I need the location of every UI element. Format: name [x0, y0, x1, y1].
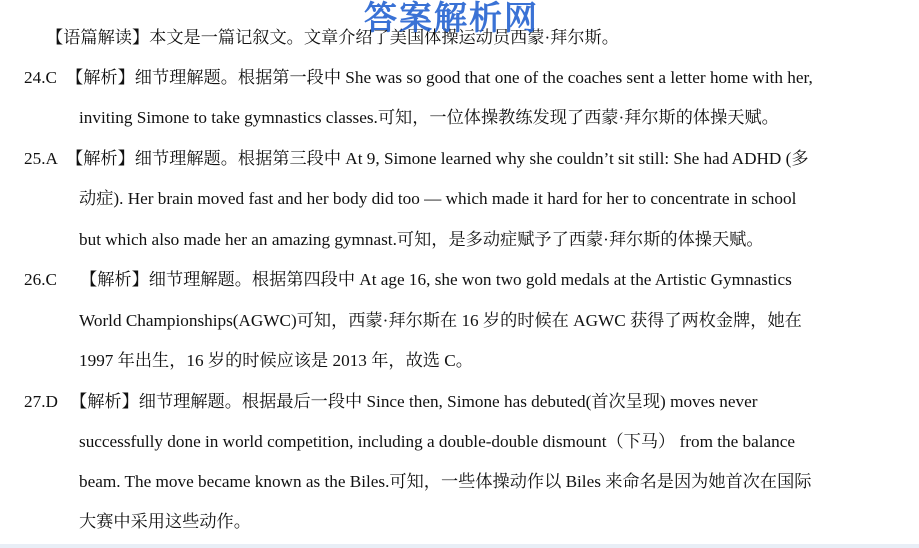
item-line: but which also made her an amazing gymnast.可知，是多动症赋予了西蒙·拜尔斯的体操天赋。	[79, 230, 764, 249]
item-line: inviting Simone to take gymnastics classes.可知，一位体操教练发现了西蒙·拜尔斯的体操天赋。	[79, 108, 779, 127]
item-number: 26.C	[24, 270, 57, 289]
item-number: 27.D	[24, 392, 58, 411]
item-line: 大赛中采用这些动作。	[79, 512, 251, 531]
item-line: 1997 年出生，16 岁的时候应该是 2013 年，故选 C。	[79, 351, 473, 370]
item-line: beam. The move became known as the Biles.可知，一些体操动作以 Biles 来命名是因为她首次在国际	[79, 472, 812, 491]
item-line: 动症). Her brain moved fast and her body did too — which made it hard for her to concentrate in school	[79, 189, 797, 208]
item-line: 【解析】细节理解题。根据第四段中 At age 16, she won two gold medals at the Artistic Gymnastics	[80, 270, 792, 289]
item-line: 【解析】细节理解题。根据第一段中 She was so good that one of the coaches sent a letter home with her,	[66, 68, 813, 87]
item-line: World Championships(AGWC)可知，西蒙·拜尔斯在 16 岁的时候在 AGWC 获得了两枚金牌，她在	[79, 311, 802, 330]
item-line: successfully done in world competition, including a double-double dismount（下马） from the balance	[79, 432, 796, 451]
item-number: 25.A	[24, 149, 58, 168]
item-line: 【解析】细节理解题。根据最后一段中 Since then, Simone has debuted(首次呈现) moves never	[70, 392, 758, 411]
item-number: 24.C	[24, 68, 57, 87]
reading-intro: 【语篇解读】本文是一篇记叙文。文章介绍了美国体操运动员西蒙·拜尔斯。	[46, 28, 619, 47]
bottom-divider	[0, 544, 919, 548]
site-watermark: 答案解析网	[364, 0, 539, 37]
item-line: 【解析】细节理解题。根据第三段中 At 9, Simone learned why she couldn’t sit still: She had ADHD (多	[66, 149, 809, 168]
